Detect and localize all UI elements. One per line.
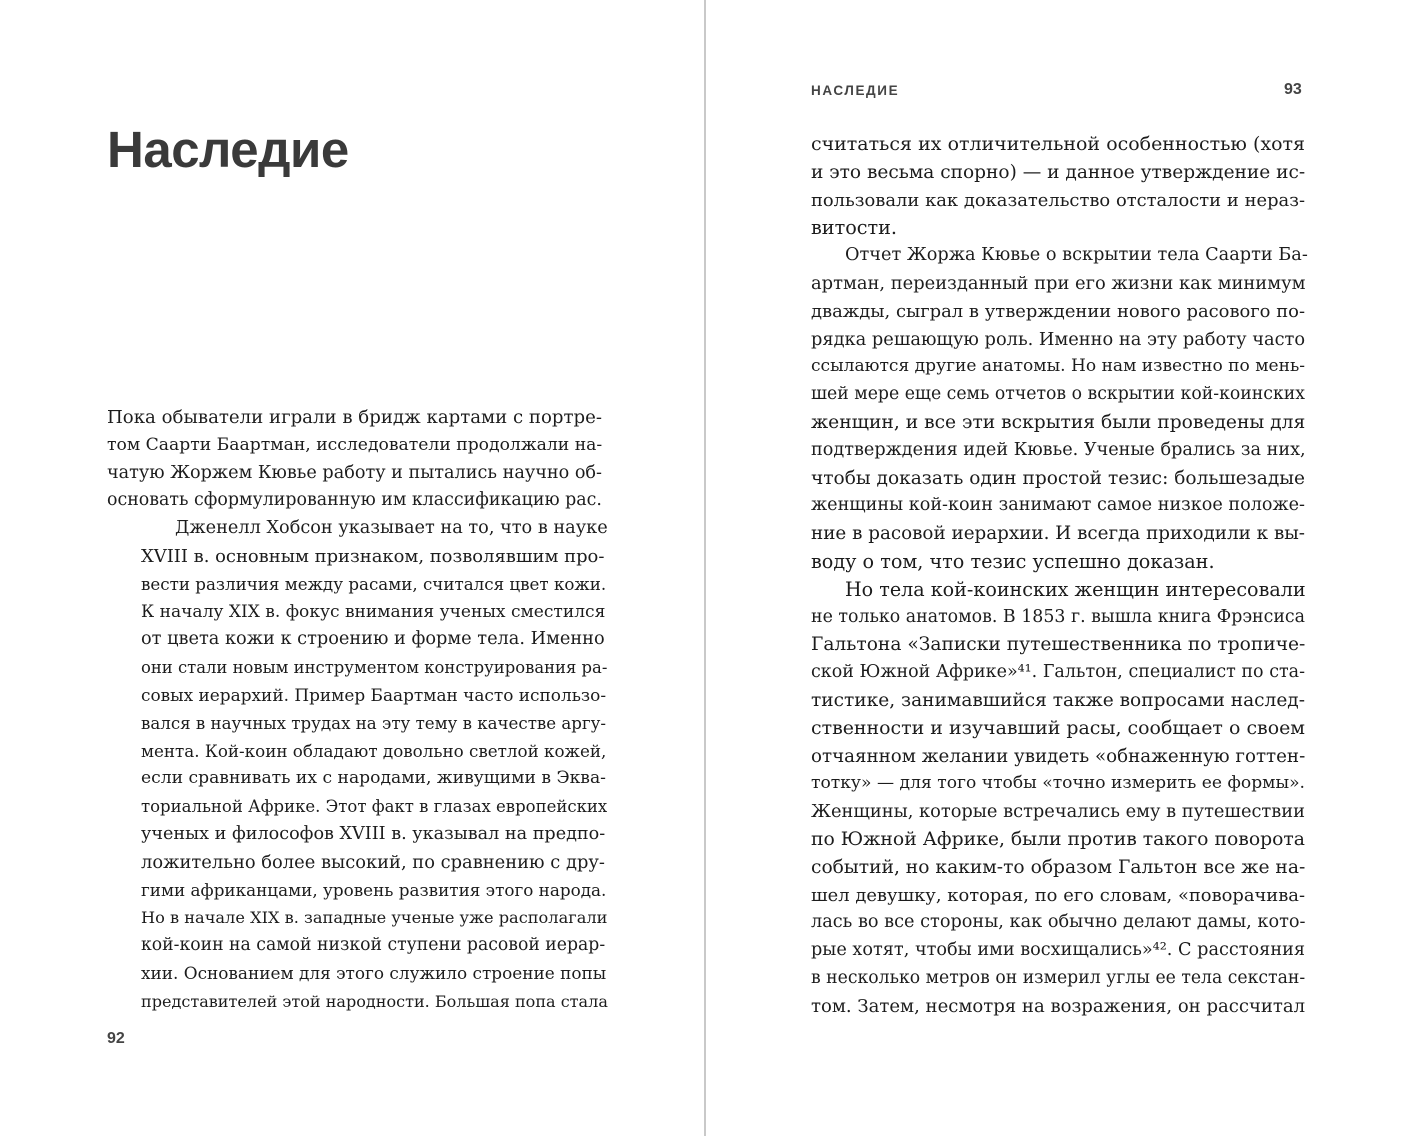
text-line: ториальной Африке. Этот факт в глазах европейских bbox=[141, 797, 608, 817]
text-line: от цвета кожи к строению и форме тела. Именно bbox=[141, 629, 605, 650]
text-line: Женщины, которые встречались ему в путешествии bbox=[811, 801, 1305, 823]
right-page bbox=[707, 0, 1410, 1136]
text-line: ственности и изучавший расы, сообщает о своем bbox=[811, 716, 1305, 739]
text-line: артман, переизданный при его жизни как минимум bbox=[811, 272, 1306, 294]
text-line: Но тела кой-коинских женщин интересовали bbox=[845, 577, 1306, 601]
page-divider bbox=[704, 0, 706, 1136]
text-line: совых иерархий. Пример Баартман часто использо- bbox=[141, 684, 607, 705]
text-line: тистике, занимавшийся также вопросами наслед- bbox=[811, 689, 1305, 711]
text-line: Отчет Жоржа Кювье о вскрытии тела Саарти Ба- bbox=[845, 245, 1308, 266]
text-line: считаться их отличительной особенностью (хотя bbox=[811, 133, 1305, 155]
text-line: кой-коин на самой низкой ступени расовой иерар- bbox=[141, 935, 606, 956]
text-line: в несколько метров он измерил углы ее тела секстан- bbox=[811, 967, 1306, 988]
text-line: хии. Основанием для этого служило строение попы bbox=[141, 962, 607, 983]
left-body-text bbox=[107, 404, 608, 1016]
text-line: ссылаются другие анатомы. Но нам известно по мень- bbox=[811, 356, 1305, 377]
paragraph bbox=[107, 515, 608, 1015]
page-number: 92 bbox=[107, 1030, 125, 1047]
page-number: 93 bbox=[1284, 81, 1302, 98]
text-line: воду о том, что тезис успешно доказан. bbox=[811, 549, 1215, 573]
text-line: чтобы доказать один простой тезис: большезадые bbox=[811, 467, 1305, 489]
text-line: дважды, сыграл в утверждении нового расового по- bbox=[811, 300, 1305, 322]
text-line: Гальтона «Записки путешественника по тропиче- bbox=[811, 634, 1306, 656]
text-line: ложительно более высокий, по сравнению с дру- bbox=[141, 851, 605, 873]
running-head: НАСЛЕДИЕ bbox=[811, 83, 900, 98]
right-body-text bbox=[811, 131, 1308, 1021]
text-line: Пока обыватели играли в бридж картами с портре- bbox=[107, 407, 602, 428]
text-line: по Южной Африке, были против такого поворота bbox=[811, 828, 1305, 850]
chapter-title: Наследие bbox=[107, 121, 349, 178]
text-line: рые хотят, чтобы ими восхищались»⁴². С расстояния bbox=[811, 940, 1305, 961]
text-line: женщины кой-коин занимают самое низкое положе- bbox=[811, 495, 1305, 516]
text-line: ской Южной Африке»⁴¹. Гальтон, специалист по ста- bbox=[811, 662, 1305, 683]
text-line: К началу XIX в. фокус внимания ученых сместился bbox=[141, 601, 606, 622]
text-line: Дженелл Хобсон указывает на то, что в науке bbox=[175, 518, 608, 539]
text-line: рядка решающую роль. Именно на эту работу часто bbox=[811, 328, 1306, 350]
text-line: шей мере еще семь отчетов о вскрытии кой-коинских bbox=[811, 384, 1305, 405]
paragraph bbox=[107, 404, 602, 515]
text-line: вался в научных трудах на эту тему в качестве аргу- bbox=[141, 713, 607, 733]
paragraph bbox=[811, 576, 1305, 1021]
text-line: и это весьма спорно) — и данное утверждение ис- bbox=[811, 161, 1306, 183]
text-line: шел девушку, которая, по его словам, «поворачива- bbox=[811, 884, 1305, 906]
text-line: если сравнивать их с народами, живущими в Эква- bbox=[141, 768, 606, 789]
text-line: они стали новым инструментом конструирования ра- bbox=[141, 658, 608, 678]
text-line: мента. Кой-коин обладают довольно светлой кожей, bbox=[141, 740, 607, 761]
text-line: гими африканцами, уровень развития этого народа. bbox=[141, 879, 607, 900]
text-line: отчаянном желании увидеть «обнаженную готтен- bbox=[811, 745, 1306, 767]
text-line: подтверждения идей Кювье. Ученые брались за них, bbox=[811, 439, 1306, 460]
text-line: XVIII в. основным признаком, позволявшим про- bbox=[141, 545, 605, 567]
text-line: чатую Жоржем Кювье работу и пытались научно об- bbox=[107, 462, 602, 483]
text-line: том. Затем, несмотря на возражения, он рассчитал bbox=[811, 995, 1306, 1017]
text-line: ние в расовой иерархии. И всегда приходили к вы- bbox=[811, 523, 1305, 545]
text-line: тотку» — для того чтобы «точно измерить ее формы». bbox=[811, 773, 1305, 794]
paragraph bbox=[811, 131, 1305, 242]
text-line: женщин, и все эти вскрытия были проведены для bbox=[811, 411, 1306, 433]
text-line: пользовали как доказательство отсталости и нераз- bbox=[811, 189, 1305, 211]
text-line: лась во все стороны, как обычно делают дамы, кото- bbox=[811, 912, 1306, 933]
paragraph bbox=[811, 242, 1308, 576]
text-line: событий, но каким-то образом Гальтон все же на- bbox=[811, 856, 1306, 878]
text-line: представителей этой народности. Большая попа стала bbox=[141, 991, 608, 1011]
text-line: Но в начале XIX в. западные ученые уже располагали bbox=[141, 908, 608, 928]
text-line: вести различия между расами, считался цвет кожи. bbox=[141, 573, 607, 594]
text-line: не только анатомов. В 1853 г. вышла книга Фрэнсиса bbox=[811, 606, 1305, 627]
text-line: том Саарти Баартман, исследователи продолжали на- bbox=[107, 434, 603, 455]
text-line: ученых и философов XVIII в. указывал на предпо- bbox=[141, 823, 606, 844]
text-line: основать сформулированную им классификацию рас. bbox=[107, 490, 602, 511]
text-line: витости. bbox=[811, 216, 898, 240]
